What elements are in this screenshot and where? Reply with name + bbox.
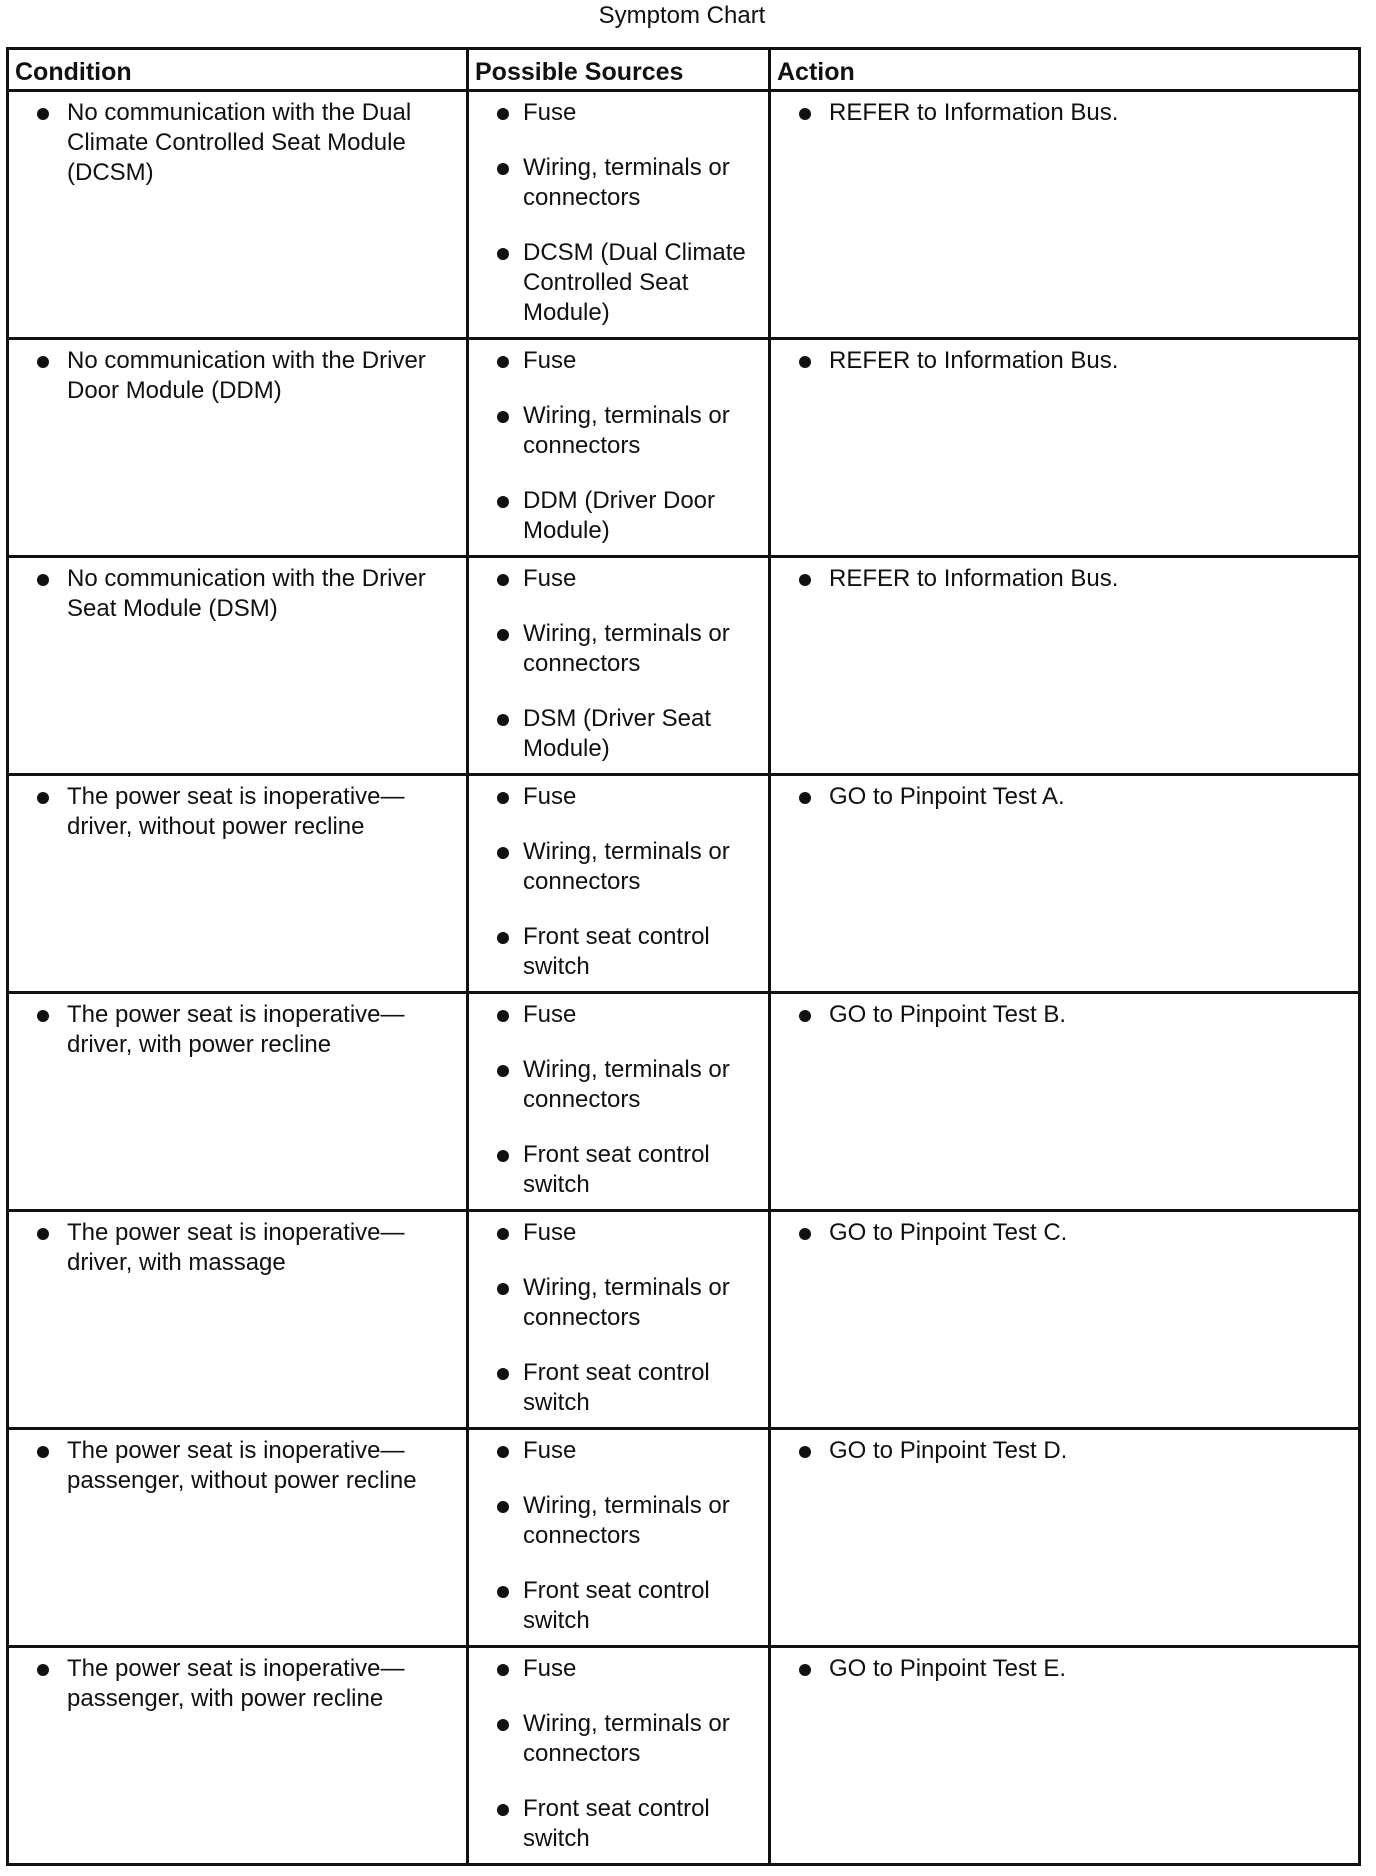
source-item: Wiring, terminals or connectors bbox=[475, 1055, 762, 1115]
source-item: Fuse bbox=[475, 1436, 762, 1466]
source-item: Front seat control switch bbox=[475, 922, 762, 982]
source-item: Fuse bbox=[475, 564, 762, 594]
condition-cell bbox=[8, 993, 468, 1211]
source-item: Fuse bbox=[475, 1218, 762, 1248]
action-cell bbox=[770, 1647, 1360, 1865]
source-item: Fuse bbox=[475, 98, 762, 128]
table-row bbox=[8, 775, 1360, 993]
action-text: REFER to Information Bus. bbox=[777, 98, 1352, 128]
table-row bbox=[8, 91, 1360, 339]
table-row bbox=[8, 1647, 1360, 1865]
condition-text: No communication with the Driver Seat Module (DSM) bbox=[15, 564, 460, 624]
action-cell bbox=[770, 993, 1360, 1211]
column-header-possible-sources: Possible Sources bbox=[468, 49, 770, 91]
source-item: Wiring, terminals or connectors bbox=[475, 401, 762, 461]
action-cell bbox=[770, 339, 1360, 557]
action-text: GO to Pinpoint Test D. bbox=[777, 1436, 1352, 1466]
sources-cell bbox=[468, 1647, 770, 1865]
condition-text: The power seat is inoperative—driver, with massage bbox=[15, 1218, 460, 1278]
condition-cell bbox=[8, 557, 468, 775]
sources-cell bbox=[468, 1429, 770, 1647]
action-text: GO to Pinpoint Test B. bbox=[777, 1000, 1352, 1030]
table-row bbox=[8, 993, 1360, 1211]
source-item: Wiring, terminals or connectors bbox=[475, 1491, 762, 1551]
condition-cell bbox=[8, 1647, 468, 1865]
source-item: Front seat control switch bbox=[475, 1358, 762, 1418]
action-text: REFER to Information Bus. bbox=[777, 346, 1352, 376]
condition-text: The power seat is inoperative—passenger, with power recline bbox=[15, 1654, 460, 1714]
source-item: Wiring, terminals or connectors bbox=[475, 619, 762, 679]
column-header-condition: Condition bbox=[8, 49, 468, 91]
action-cell bbox=[770, 775, 1360, 993]
source-item: Fuse bbox=[475, 346, 762, 376]
action-text: REFER to Information Bus. bbox=[777, 564, 1352, 594]
condition-cell bbox=[8, 1429, 468, 1647]
source-item: Front seat control switch bbox=[475, 1576, 762, 1636]
source-item: DDM (Driver Door Module) bbox=[475, 486, 762, 546]
table-header-row bbox=[8, 49, 1360, 91]
condition-cell bbox=[8, 339, 468, 557]
condition-cell bbox=[8, 775, 468, 993]
sources-cell bbox=[468, 339, 770, 557]
sources-cell bbox=[468, 1211, 770, 1429]
condition-text: The power seat is inoperative—driver, with power recline bbox=[15, 1000, 460, 1060]
action-cell bbox=[770, 91, 1360, 339]
sources-cell bbox=[468, 993, 770, 1211]
sources-cell bbox=[468, 91, 770, 339]
source-item: Front seat control switch bbox=[475, 1140, 762, 1200]
sources-cell bbox=[468, 775, 770, 993]
table-row bbox=[8, 1429, 1360, 1647]
action-text: GO to Pinpoint Test A. bbox=[777, 782, 1352, 812]
table-row bbox=[8, 1211, 1360, 1429]
sources-cell bbox=[468, 557, 770, 775]
column-header-action: Action bbox=[770, 49, 1360, 91]
action-cell bbox=[770, 557, 1360, 775]
source-item: DSM (Driver Seat Module) bbox=[475, 704, 762, 764]
source-item: Wiring, terminals or connectors bbox=[475, 153, 762, 213]
source-item: Wiring, terminals or connectors bbox=[475, 1709, 762, 1769]
condition-text: The power seat is inoperative—driver, without power recline bbox=[15, 782, 460, 842]
source-item: Wiring, terminals or connectors bbox=[475, 1273, 762, 1333]
source-item: Front seat control switch bbox=[475, 1794, 762, 1854]
action-text: GO to Pinpoint Test C. bbox=[777, 1218, 1352, 1248]
source-item: Wiring, terminals or connectors bbox=[475, 837, 762, 897]
action-cell bbox=[770, 1429, 1360, 1647]
table-row bbox=[8, 557, 1360, 775]
condition-cell bbox=[8, 91, 468, 339]
source-item: Fuse bbox=[475, 782, 762, 812]
condition-cell bbox=[8, 1211, 468, 1429]
action-text: GO to Pinpoint Test E. bbox=[777, 1654, 1352, 1684]
table-row bbox=[8, 339, 1360, 557]
action-cell bbox=[770, 1211, 1360, 1429]
condition-text: No communication with the Dual Climate Controlled Seat Module (DCSM) bbox=[15, 98, 460, 188]
source-item: Fuse bbox=[475, 1654, 762, 1684]
source-item: DCSM (Dual Climate Controlled Seat Module) bbox=[475, 238, 762, 328]
symptom-table bbox=[6, 47, 1361, 1866]
condition-text: The power seat is inoperative—passenger, without power recline bbox=[15, 1436, 460, 1496]
condition-text: No communication with the Driver Door Module (DDM) bbox=[15, 346, 460, 406]
source-item: Fuse bbox=[475, 1000, 762, 1030]
page-title: Symptom Chart bbox=[598, 2, 766, 29]
